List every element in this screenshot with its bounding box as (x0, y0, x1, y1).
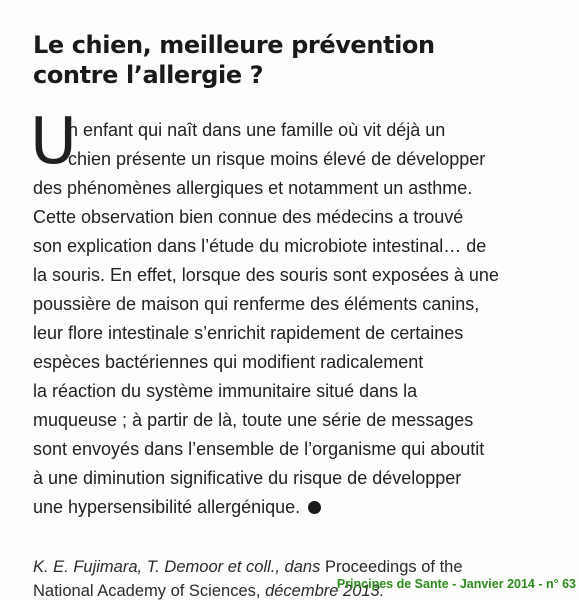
body-line-3: des phénomènes allergiques et notamment un asthme. (33, 178, 473, 198)
reference-authors: K. E. Fujimara, T. Demoor et coll., dans (33, 558, 321, 576)
body-line-5: son explication dans l’étude du microbiote intestinal… de (33, 236, 487, 256)
drop-cap: U (30, 105, 77, 179)
body-line-9: espèces bactériennes qui modifient radicalement (33, 352, 424, 372)
reference-journal-part2: National Academy of Sciences, (33, 582, 261, 600)
body-line-14-text: une hypersensibilité allergénique. (33, 497, 301, 517)
body-line-14 (33, 493, 553, 522)
body-line-1: n enfant qui naît dans une famille où vit déjà un (68, 120, 446, 140)
page-footer: Principes de Sante - Janvier 2014 - n° 63 (336, 577, 576, 591)
body-line-13: à une diminution significative du risque de développer (33, 468, 462, 488)
body-line-8: leur flore intestinale s’enrichit rapidement de certaines (33, 323, 464, 343)
title-line-2: contre l’allergie ? (33, 61, 264, 89)
body-line-11: muqueuse ; à partir de là, toute une série de messages (33, 410, 474, 430)
article-body (30, 105, 553, 522)
end-of-article-bullet-icon (308, 501, 321, 514)
reference-journal-part1: Proceedings of the (324, 558, 463, 576)
article-title (33, 30, 553, 90)
title-line-1: Le chien, meilleure prévention (33, 31, 435, 59)
body-line-6: la souris. En effet, lorsque des souris sont exposées à une (33, 265, 499, 285)
body-line-7: poussière de maison qui renferme des éléments canins, (33, 294, 480, 314)
reference-line-1 (33, 555, 553, 579)
body-line-4: Cette observation bien connue des médecins a trouvé (33, 207, 464, 227)
body-line-12: sont envoyés dans l’ensemble de l’organisme qui aboutit (33, 439, 485, 459)
body-line-10: la réaction du système immunitaire situé dans la (33, 381, 418, 401)
reference-date: décembre 2013. (265, 582, 385, 600)
body-line-2: chien présente un risque moins élevé de développer (68, 149, 486, 169)
